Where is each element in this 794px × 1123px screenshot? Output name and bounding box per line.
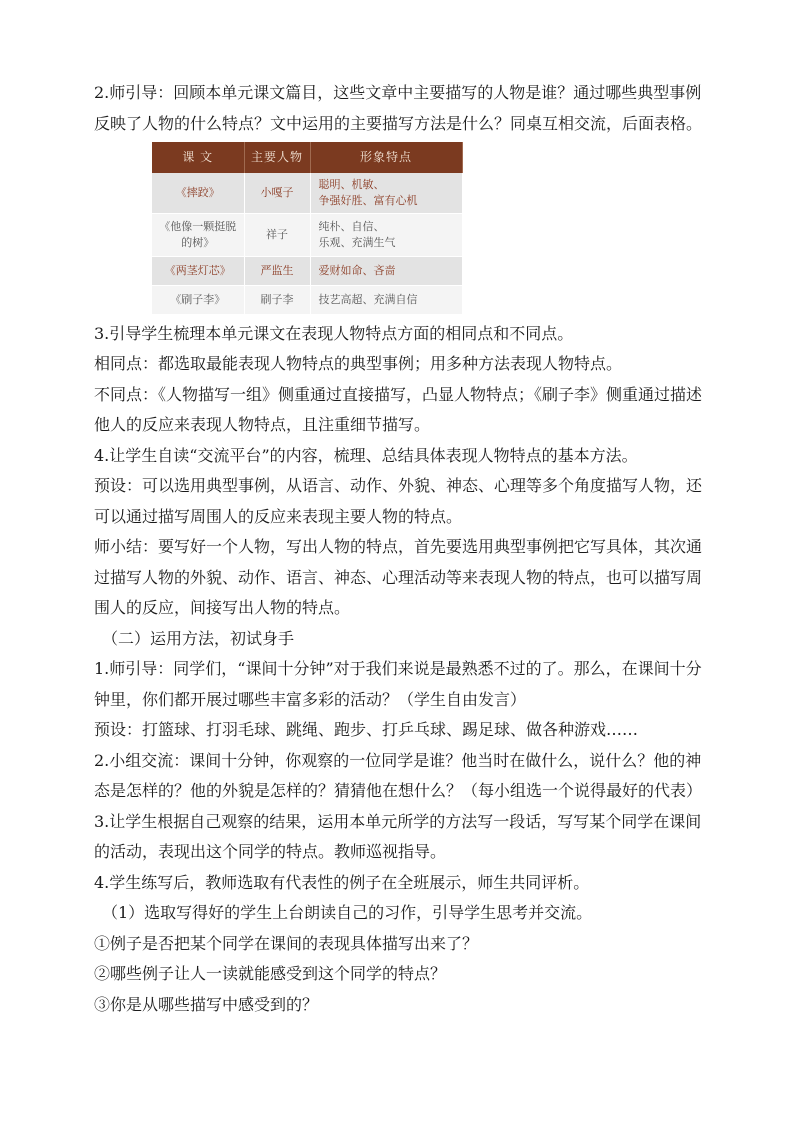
table-cell-traits — [310, 173, 462, 214]
paragraph: 2.小组交流：课间十分钟，你观察的一位同学是谁？他当时在做什么，说什么？他的神态是怎样的？他的外貌是怎样的？猜猜他在想什么？（每小组选一个说得最好的代表） — [94, 750, 703, 800]
paragraph: 1.师引导：同学们，“课间十分钟”对于我们来说是最熟悉不过的了。那么，在课间十分钟里，你们都开展过哪些丰富多彩的活动？（学生自由发言） — [94, 659, 702, 709]
trait-line: 乐观、充满生气 — [318, 235, 396, 249]
trait-line: 爱财如命、吝啬 — [318, 263, 396, 277]
table-row — [152, 213, 462, 256]
trait-line: 纯朴、自信、 — [318, 219, 385, 233]
table-row — [152, 285, 462, 314]
table-cell-traits — [310, 213, 462, 256]
table-cell-title: 《刷子李》 — [152, 285, 244, 314]
table-cell-traits — [310, 256, 462, 285]
trait-line: 聪明、机敏、 — [318, 177, 385, 191]
paragraph: 预设：可以选用典型事例，从语言、动作、外貌、神态、心理等多个角度描写人物，还可以通过描写周围人的反应来表现主要人物的特点。 — [94, 476, 703, 526]
paragraph: ①例子是否把某个同学在课间的表现具体描写出来了？ — [94, 933, 479, 953]
paragraph: ③你是从哪些描写中感受到的？ — [94, 994, 319, 1014]
trait-line: 争强好胜、富有心机 — [318, 193, 418, 207]
paragraph: ②哪些例子让人一读就能感受到这个同学的特点？ — [94, 964, 447, 983]
document-page — [94, 78, 706, 1020]
table-cell-person: 小嘎子 — [244, 173, 310, 214]
table-cell-traits — [310, 285, 462, 314]
table-cell-person: 祥子 — [244, 213, 310, 256]
paragraph: （1）选取写得好的学生上台朗读自己的习作，引导学生思考并交流。 — [102, 903, 593, 922]
paragraph: 4.学生练写后，教师选取有代表性的例子在全班展示，师生共同评析。 — [94, 872, 590, 892]
table-cell-title: 《他像一颗挺脱的树》 — [152, 213, 244, 256]
table-cell-person: 刷子李 — [244, 285, 310, 314]
paragraph: 3.引导学生梳理本单元课文在表现人物特点方面的相同点和不同点。 — [94, 323, 574, 343]
table-row — [152, 256, 462, 285]
character-table-wrapper — [152, 142, 462, 315]
paragraph: 不同点：《人物描写一组》侧重通过直接描写，凸显人物特点；《刷子李》侧重通过描述他人的反应来表现人物特点，且注重细节描写。 — [94, 384, 703, 434]
table-cell-title: 《摔跤》 — [152, 173, 244, 214]
paragraph: 相同点：都选取最能表现人物特点的典型事例；用多种方法表现人物特点。 — [94, 354, 623, 373]
paragraph: 4.让学生自读“交流平台”的内容，梳理、总结具体表现人物特点的基本方法。 — [94, 445, 638, 465]
section-heading: （二）运用方法，初试身手 — [102, 628, 295, 648]
table-header-row — [152, 142, 462, 173]
table-cell-title: 《两茎灯芯》 — [152, 256, 244, 285]
character-table — [152, 142, 463, 315]
table-cell-person: 严监生 — [244, 256, 310, 285]
paragraph: 预设：打篮球、打羽毛球、跳绳、跑步、打乒乓球、踢足球、做各种游戏…… — [94, 720, 639, 739]
table-row — [152, 173, 462, 214]
table-header-cell: 形象特点 — [310, 142, 462, 173]
paragraph: 师小结：要写好一个人物，写出人物的特点，首先要选用典型事例把它写具体，其次通过描写人物的外貌、动作、语言、神态、心理活动等来表现人物的特点，也可以描写周围人的反应，间接写出人物的特点。 — [94, 537, 703, 617]
table-header-cell: 课 文 — [152, 142, 244, 173]
trait-line: 技艺高超、充满自信 — [318, 292, 418, 306]
table-header-cell: 主要人物 — [244, 142, 310, 173]
paragraph-intro: 2.师引导：回顾本单元课文篇目，这些文章中主要描写的人物是谁？通过哪些典型事例反映了人物的什么特点？文中运用的主要描写方法是什么？同桌互相交流，后面表格。 — [94, 83, 703, 133]
paragraph: 3.让学生根据自己观察的结果，运用本单元所学的方法写一段话，写写某个同学在课间的活动，表现出这个同学的特点。教师巡视指导。 — [94, 811, 702, 861]
